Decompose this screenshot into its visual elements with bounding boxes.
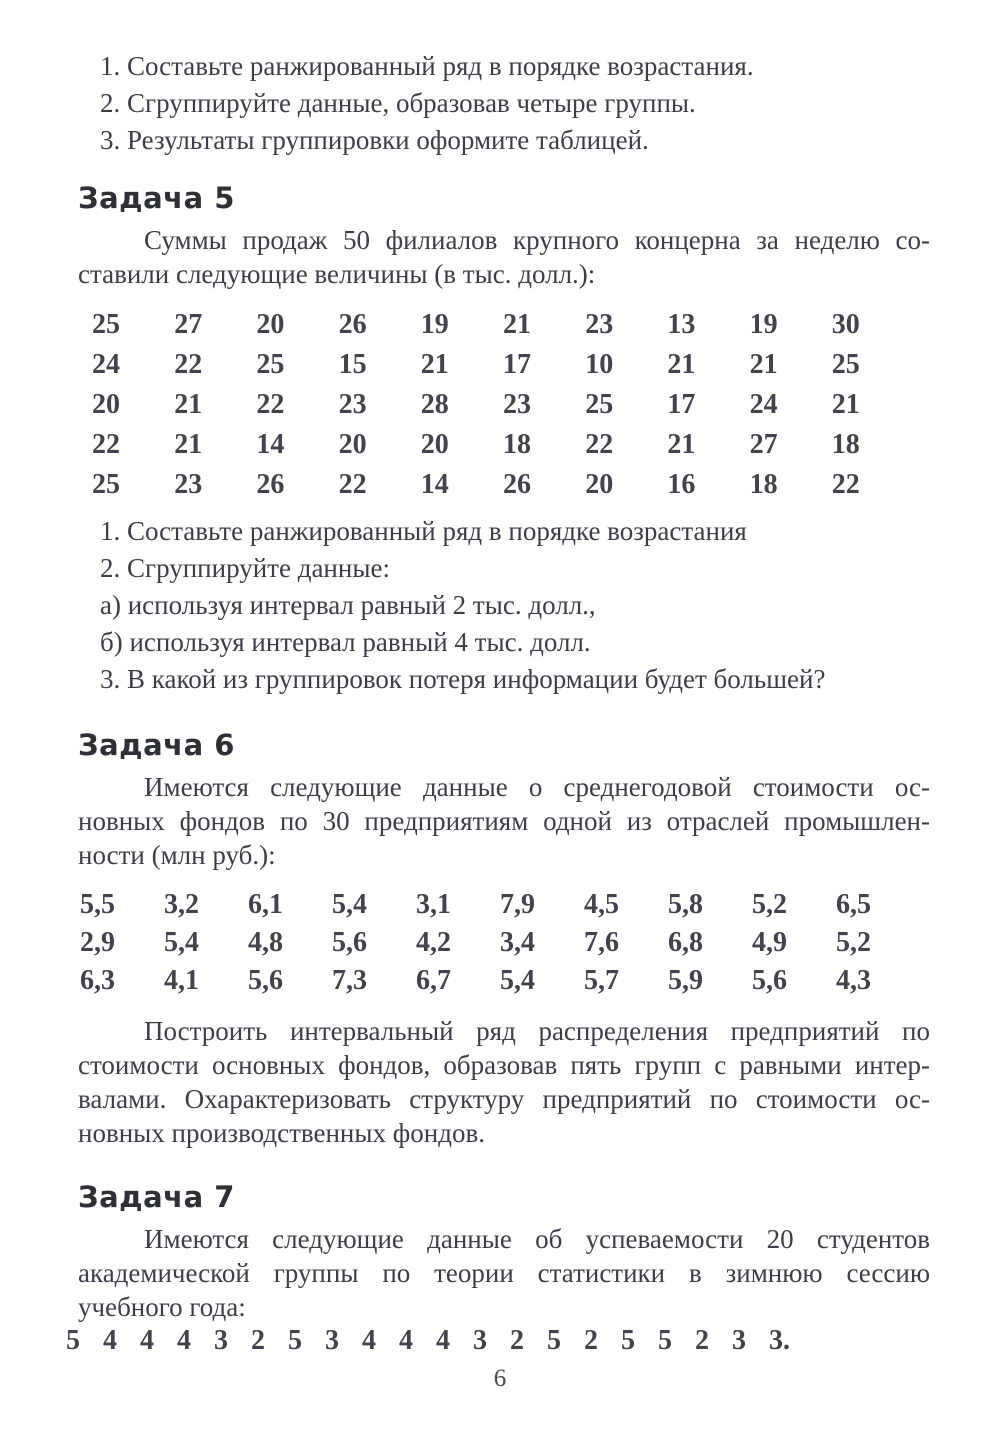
table-cell: 28 (420, 389, 449, 420)
list-item: 3. Результаты группировки оформите таблицей. (100, 125, 649, 155)
table-cell: 25 (92, 309, 120, 340)
table-cell: 22 (256, 389, 285, 420)
list-item: 1. Составьте ранжированный ряд в порядке возрастания (100, 516, 747, 546)
table-cell: 4,5 (584, 889, 619, 920)
grade-value: 4 (436, 1325, 450, 1356)
paragraph-line: новных фондов по 30 предприятиям одной из отраслей промышлен- (78, 806, 930, 836)
grade-value: 5 (621, 1325, 635, 1356)
table-cell: 13 (667, 309, 696, 340)
table-cell: 20 (256, 309, 285, 340)
task5-heading: Задача 5 (78, 181, 235, 215)
table-cell: 27 (174, 309, 203, 340)
table-cell: 14 (420, 469, 449, 500)
paragraph-line: ставили следующие величины (в тыс. долл.): (78, 259, 596, 289)
paragraph-line: стоимости основных фондов, образовав пять групп с равными интер- (78, 1050, 930, 1080)
table-cell: 7,6 (584, 927, 619, 958)
table-cell: 25 (831, 349, 860, 380)
table-cell: 26 (338, 309, 367, 340)
grade-value: 3 (473, 1325, 487, 1356)
table-cell: 5,9 (668, 965, 703, 996)
task7-grades-row (66, 1324, 930, 1358)
grade-value: 2 (584, 1325, 598, 1356)
table-cell: 23 (585, 309, 614, 340)
table-cell: 26 (502, 469, 531, 500)
task5-questions (100, 513, 930, 698)
table-cell: 3,4 (500, 927, 535, 958)
list-item: 3. В какой из группировок потеря информации будет большей? (100, 664, 826, 694)
table-cell: 22 (338, 469, 367, 500)
grade-value: 2 (695, 1325, 709, 1356)
grade-value: 4 (362, 1325, 376, 1356)
table-cell: 21 (667, 429, 696, 460)
task6-heading: Задача 6 (78, 728, 235, 762)
page-number: 6 (493, 1365, 507, 1392)
table-cell: 18 (749, 469, 778, 500)
table-cell: 17 (667, 389, 696, 420)
table-cell: 25 (585, 389, 614, 420)
table-cell: 22 (174, 349, 203, 380)
grade-value: 3 (214, 1325, 228, 1356)
table-cell: 20 (585, 469, 614, 500)
grade-value: 5 (288, 1325, 302, 1356)
paragraph-line: валами. Охарактеризовать структуру предприятий по стоимости ос- (78, 1084, 930, 1114)
table-cell: 25 (92, 469, 120, 500)
table-cell: 5,4 (164, 927, 199, 958)
table-cell: 18 (831, 429, 860, 460)
table-cell: 22 (585, 429, 614, 460)
table-cell: 21 (502, 309, 531, 340)
grade-value: 4 (103, 1325, 117, 1356)
table-cell: 21 (749, 349, 778, 380)
table-cell: 10 (585, 349, 614, 380)
task7-heading: Задача 7 (78, 1180, 235, 1214)
list-item: 2. Сгруппируйте данные: (100, 553, 390, 583)
grade-value: 3. (769, 1325, 790, 1356)
table-cell: 23 (338, 389, 367, 420)
table-cell: 24 (749, 389, 778, 420)
grade-value: 2 (510, 1325, 524, 1356)
table-cell: 25 (256, 349, 285, 380)
table-cell: 5,5 (80, 889, 115, 920)
table-cell: 20 (420, 429, 449, 460)
table-cell: 20 (338, 429, 367, 460)
table-cell: 4,9 (752, 927, 787, 958)
table-cell: 3,1 (416, 889, 451, 920)
table-cell: 16 (667, 469, 696, 500)
previous-task-questions (100, 48, 930, 159)
paragraph-line: Построить интервальный ряд распределения предприятий по (144, 1016, 930, 1046)
list-item: б) используя интервал равный 4 тыс. долл. (100, 627, 591, 657)
grade-value: 4 (399, 1325, 413, 1356)
table-cell: 5,2 (752, 889, 787, 920)
paragraph-line: Имеются следующие данные о среднегодовой стоимости ос- (144, 772, 930, 802)
table-cell: 24 (92, 349, 120, 380)
list-item: 1. Составьте ранжированный ряд в порядке возрастания. (100, 51, 754, 81)
task5-intro-paragraph (78, 223, 930, 291)
table-cell: 22 (831, 469, 860, 500)
table-cell: 23 (174, 469, 203, 500)
table-cell: 30 (831, 309, 860, 340)
task6-funds-table (80, 886, 920, 1000)
table-cell: 18 (502, 429, 531, 460)
table-cell: 5,2 (836, 927, 871, 958)
table-cell: 4,2 (416, 927, 451, 958)
table-cell: 22 (92, 429, 120, 460)
task7-intro-paragraph (78, 1222, 930, 1324)
grade-value: 5 (658, 1325, 672, 1356)
grade-value: 2 (251, 1325, 265, 1356)
grade-value: 5 (547, 1325, 561, 1356)
table-cell: 5,4 (500, 965, 535, 996)
table-cell: 20 (92, 389, 120, 420)
list-item: а) используя интервал равный 2 тыс. долл., (100, 590, 596, 620)
paragraph-line: академической группы по теории статистики в зимнюю сессию (78, 1258, 930, 1288)
paragraph-line: учебного года: (78, 1292, 246, 1322)
table-cell: 14 (256, 429, 285, 460)
table-cell: 4,3 (836, 965, 871, 996)
table-cell: 6,3 (80, 965, 115, 996)
table-cell: 17 (502, 349, 531, 380)
table-cell: 6,8 (668, 927, 703, 958)
table-cell: 5,8 (668, 889, 703, 920)
table-cell: 2,9 (80, 927, 115, 958)
table-cell: 6,5 (836, 889, 871, 920)
table-cell: 3,2 (164, 889, 199, 920)
table-cell: 5,7 (584, 965, 619, 996)
task6-intro-paragraph (78, 770, 930, 872)
table-cell: 4,1 (164, 965, 199, 996)
table-cell: 27 (749, 429, 778, 460)
table-cell: 7,9 (500, 889, 535, 920)
grade-value: 3 (732, 1325, 746, 1356)
table-cell: 23 (502, 389, 531, 420)
table-cell: 5,6 (332, 927, 367, 958)
table-cell: 21 (174, 389, 203, 420)
table-cell: 6,1 (248, 889, 283, 920)
table-cell: 26 (256, 469, 285, 500)
grade-value: 5 (66, 1325, 80, 1356)
grade-value: 4 (177, 1325, 191, 1356)
table-cell: 21 (831, 389, 860, 420)
table-cell: 6,7 (416, 965, 451, 996)
table-cell: 5,4 (332, 889, 367, 920)
paragraph-line: Имеются следующие данные об успеваемости 20 студентов (144, 1224, 930, 1254)
table-cell: 19 (749, 309, 778, 340)
task5-sales-table (92, 305, 914, 505)
paragraph-line: Суммы продаж 50 филиалов крупного концерна за неделю со- (144, 225, 930, 255)
grade-value: 3 (325, 1325, 339, 1356)
paragraph-line: ности (млн руб.): (78, 840, 276, 870)
grade-value: 4 (140, 1325, 154, 1356)
task6-assignment-paragraph (78, 1014, 930, 1150)
table-cell: 21 (420, 349, 449, 380)
table-cell: 5,6 (248, 965, 283, 996)
table-cell: 15 (338, 349, 367, 380)
table-cell: 5,6 (752, 965, 787, 996)
table-cell: 4,8 (248, 927, 283, 958)
paragraph-line: новных производственных фондов. (78, 1118, 485, 1148)
list-item: 2. Сгруппируйте данные, образовав четыре группы. (100, 88, 696, 118)
table-cell: 19 (420, 309, 449, 340)
table-cell: 21 (667, 349, 696, 380)
table-cell: 7,3 (332, 965, 367, 996)
table-cell: 21 (174, 429, 203, 460)
